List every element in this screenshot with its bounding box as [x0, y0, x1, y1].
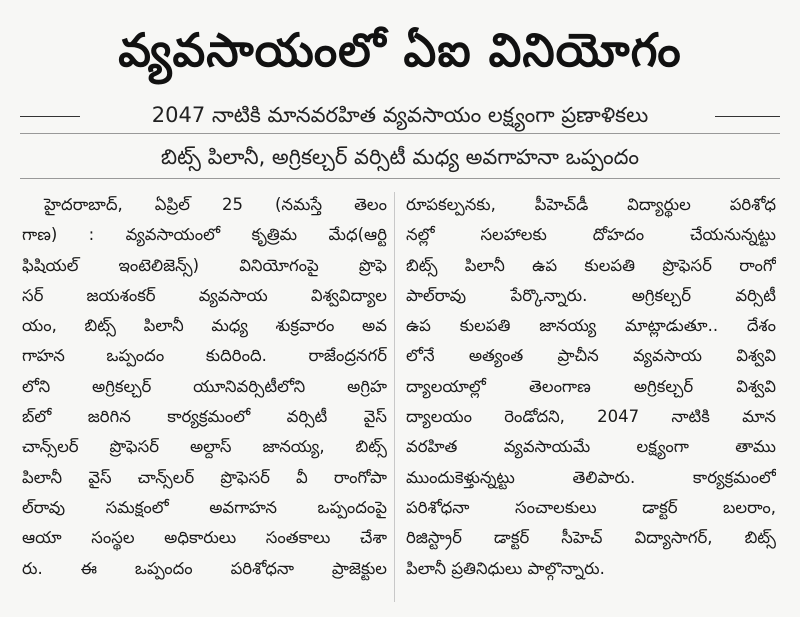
body-text-line: ఫిషియల్ ఇంటెలిజెన్స్) వినియోగంపై ప్రొఫె — [22, 255, 387, 275]
body-separator — [20, 178, 780, 179]
body-text-line: గాణ) : వ్యవసాయంలో కృత్రిమ మేధ(ఆర్టి — [22, 225, 387, 245]
body-text-line: ఆయా సంస్థల అధికారులు సంతకాలు చేశా — [22, 528, 387, 548]
body-text-line: ఉప కులపతి జానయ్య మాట్లాడుతూ.. దేశం — [406, 316, 776, 336]
column-divider — [394, 192, 395, 602]
body-text-line: నల్లో సలహాలకు దోహదం చేయనున్నట్టు — [406, 225, 776, 245]
body-text-line: రిజిస్ట్రార్ డాక్టర్ సీహెచ్ విద్యాసాగర్, బిట్స్ — [406, 528, 776, 548]
body-text-line: రూపకల్పనకు, పీహెచ్‌డీ విద్యార్థుల పరిశోధ — [406, 195, 776, 214]
subheadline-separator — [20, 133, 780, 134]
body-text-line: బిట్స్ పిలానీ ఉప కులపతి ప్రొఫెసర్ రాంగో — [406, 255, 776, 275]
headline: వ్యవసాయంలో ఏఐ వినియోగం — [118, 23, 682, 77]
right-column — [406, 190, 776, 584]
body-text-line: పిలానీ వైస్ చాన్స్‌లర్ ప్రొఫెసర్ వీ రాంగోపా — [22, 467, 387, 487]
body-text-line: రు. ఈ ఒప్పందం పరిశోధనా ప్రాజెక్టుల — [22, 558, 387, 578]
body-text-line: పిలానీ ప్రతినిధులు పాల్గొన్నారు. — [406, 558, 605, 578]
subheadline-1: 2047 నాటికి మానవరహిత వ్యవసాయం లక్ష్యంగా ప్రణాళికలు — [151, 103, 649, 127]
body-text-line: బ్‌లో జరిగిన కార్యక్రమంలో వర్సిటీ వైస్ — [22, 407, 387, 427]
body-text-line: ద్యాలయం రెండోదని, 2047 నాటికి మాన — [406, 407, 776, 427]
body-text-line: సర్ జయశంకర్ వ్యవసాయ విశ్వవిద్యాల — [22, 285, 387, 305]
body-text-line: పాల్‌రావు పేర్కొన్నారు. అగ్రికల్చర్ వర్సిటీ — [406, 285, 776, 305]
body-text-line: హైదరాబాద్, ఏప్రిల్ 25 (నమస్తే తెలం — [44, 195, 387, 214]
body-text-line: యం, బిట్స్ పిలానీ మధ్య శుక్రవారం అవ — [22, 316, 387, 336]
body-text-line: ముందుకెళ్తున్నట్టు తెలిపారు. కార్యక్రమంలో — [406, 467, 776, 487]
body-text-line: గాహన ఒప్పందం కుదిరింది. రాజేంద్రనగర్ — [22, 346, 387, 366]
left-column — [22, 190, 387, 584]
body-text-line: ల్‌రావు సమక్షంలో అవగాహన ఒప్పందంపై — [22, 497, 387, 517]
body-text-line: వరహిత వ్యవసాయమే లక్ష్యంగా తాము — [406, 437, 776, 457]
body-text-line: ద్యాలయాల్లో తెలంగాణ అగ్రికల్చర్ విశ్వవి — [406, 376, 776, 396]
body-text-line: లోని అగ్రికల్చర్ యూనివర్సిటీలోని అగ్రిహ — [22, 376, 387, 396]
subheadline-2: బిట్స్ పిలానీ, అగ్రికల్చర్ వర్సిటీ మధ్య అవగాహనా ఒప్పందం — [160, 145, 640, 169]
body-text-line: పరిశోధనా సంచాలకులు డాక్టర్ బలరాం, — [406, 497, 776, 517]
body-text-line: చాన్స్‌లర్ ప్రొఫెసర్ అల్దాస్ జానయ్య, బిట్స్ — [22, 437, 387, 457]
body-text-line: లోనే అత్యంత ప్రాచీన వ్యవసాయ విశ్వవి — [406, 346, 776, 366]
